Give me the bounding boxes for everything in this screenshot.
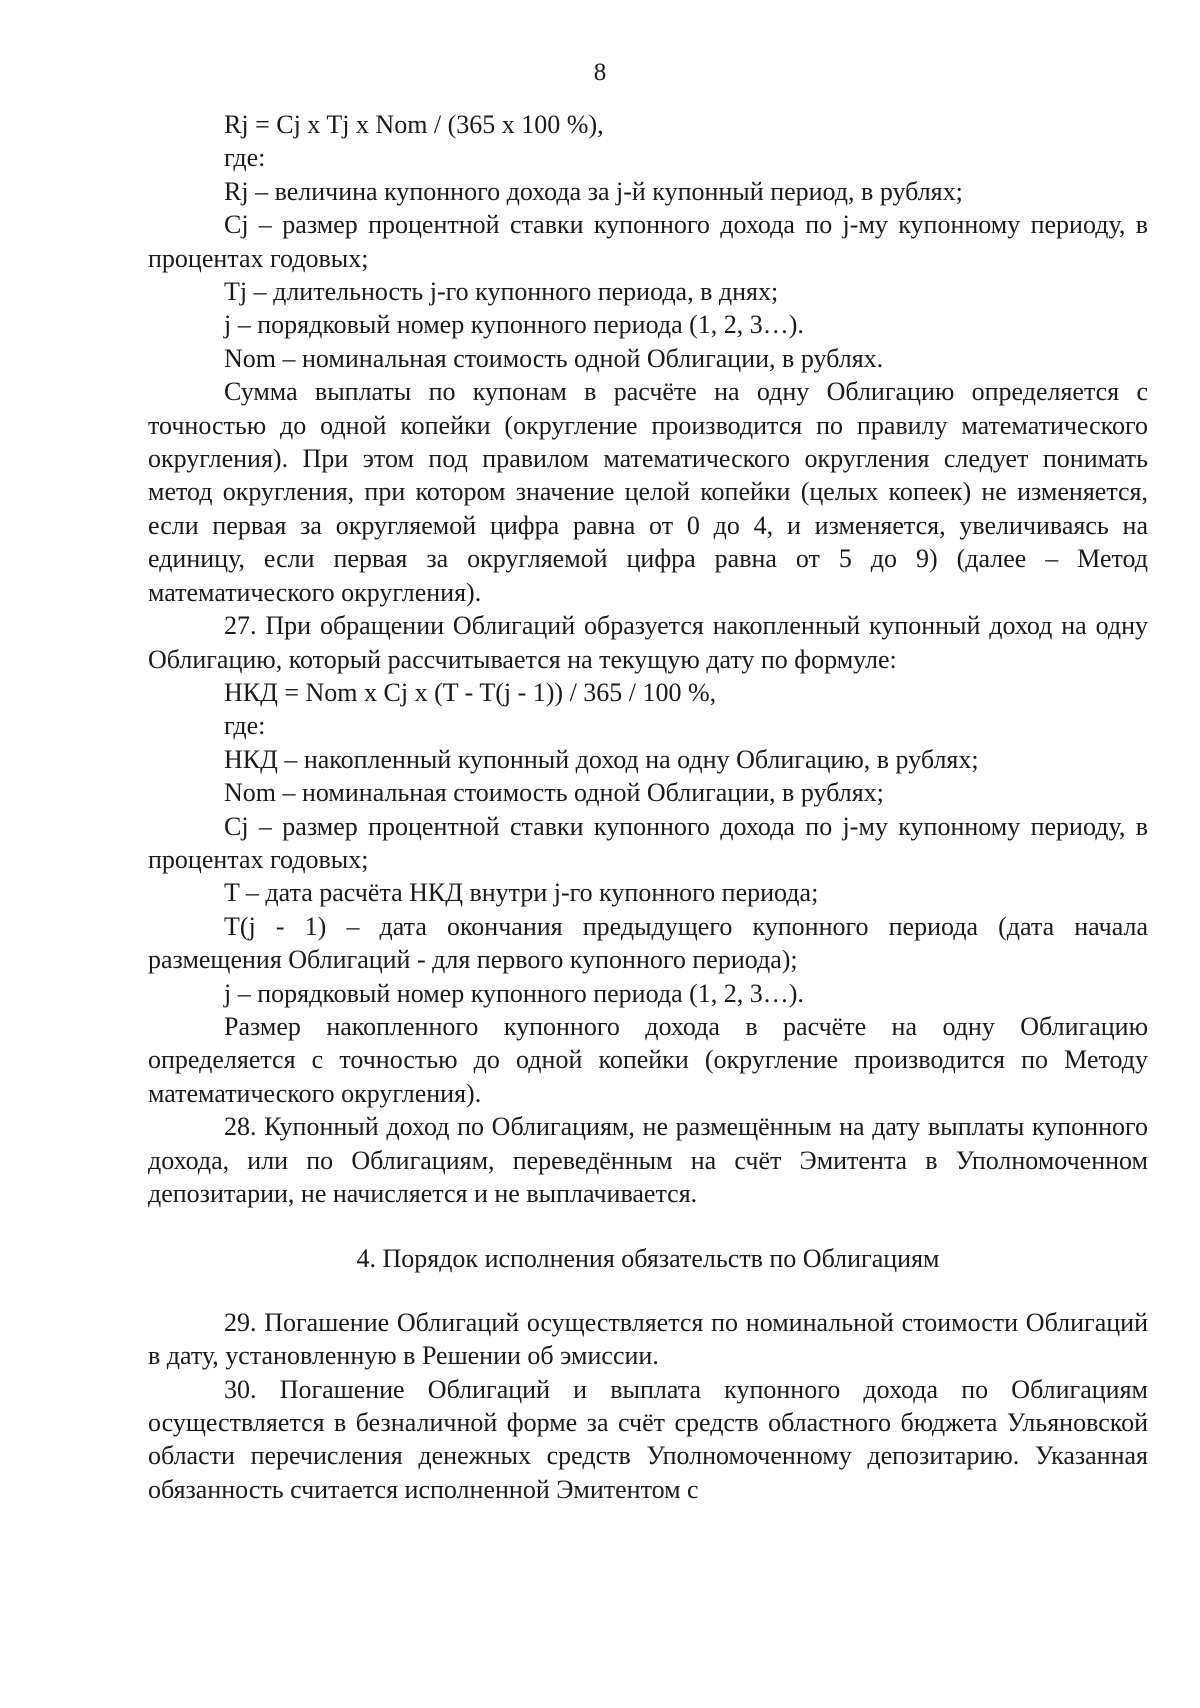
paragraph: где:	[224, 143, 266, 173]
paragraph: Rj – величина купонного дохода за j-й купонный период, в рублях;	[224, 176, 963, 206]
paragraph: Cj – размер процентной ставки купонного дохода по j-му купонному периоду, в процентах годовых;	[148, 210, 1148, 273]
paragraph: 28. Купонный доход по Облигациям, не размещённым на дату выплаты купонного дохода, или по Облигациям, переведённым на счёт Эмитента в Уполномоченном депозитарии, не начисляется и не выплачивается.	[148, 1112, 1148, 1208]
paragraph: Сумма выплаты по купонам в расчёте на одну Облигацию определяется с точностью до одной копейки (округление производится по правилу математического округления). При этом под правилом математического округления следует понимать метод округления, при котором значение целой копейки (целых копеек) не изменяется, если первая за округляемой цифра равна от 0 до 4, и изменяется, увеличиваясь на единицу, если первая за округляемой цифра равна от 5 до 9) (далее – Метод математического округления).	[148, 377, 1148, 607]
paragraph: Rj = Cj x Tj x Nom / (365 x 100 %),	[224, 110, 604, 139]
paragraph: Tj – длительность j-го купонного периода, в днях;	[224, 277, 779, 307]
paragraph: НКД – накопленный купонный доход на одну Облигацию, в рублях;	[224, 744, 979, 774]
paragraph: Cj – размер процентной ставки купонного дохода по j-му купонному периоду, в процентах годовых;	[148, 811, 1148, 874]
paragraph: Nom – номинальная стоимость одной Облигации, в рублях.	[224, 343, 884, 373]
paragraph: 29. Погашение Облигаций осуществляется по номинальной стоимости Облигаций в дату, установленную в Решении об эмиссии.	[148, 1307, 1148, 1371]
paragraph: j – порядковый номер купонного периода (1, 2, 3…).	[224, 978, 804, 1008]
paragraph: Nom – номинальная стоимость одной Облигации, в рублях;	[224, 778, 884, 808]
paragraph: где:	[224, 711, 266, 741]
paragraph: T – дата расчёта НКД внутри j-го купонного периода;	[224, 878, 819, 908]
section-heading: 4. Порядок исполнения обязательств по Облигациям	[356, 1244, 940, 1274]
paragraph: 27. При обращении Облигаций образуется накопленный купонный доход на одну Облигацию, который рассчитывается на текущую дату по формуле:	[148, 611, 1148, 674]
paragraph: НКД = Nom x Cj x (T - T(j - 1)) / 365 / 100 %,	[224, 677, 717, 707]
paragraphs-before-heading	[148, 108, 1148, 1210]
paragraphs-after-heading	[148, 1306, 1148, 1506]
paragraph: T(j - 1) – дата окончания предыдущего купонного периода (дата начала размещения Облигаций - для первого купонного периода);	[148, 911, 1148, 975]
paragraph: 30. Погашение Облигаций и выплата купонного дохода по Облигациям осуществляется в безналичной форме за счёт средств областного бюджета Ульяновской области перечисления денежных средств Уполномоченному депозитарию. Указанная обязанность считается исполненной Эмитентом с	[148, 1374, 1148, 1504]
paragraph: Размер накопленного купонного дохода в расчёте на одну Облигацию определяется с точностью до одной копейки (округление производится по Методу математического округления).	[148, 1011, 1148, 1108]
document-body	[148, 108, 1148, 1506]
page-number: 8	[593, 59, 607, 86]
paragraph: j – порядковый номер купонного периода (1, 2, 3…).	[224, 310, 804, 340]
